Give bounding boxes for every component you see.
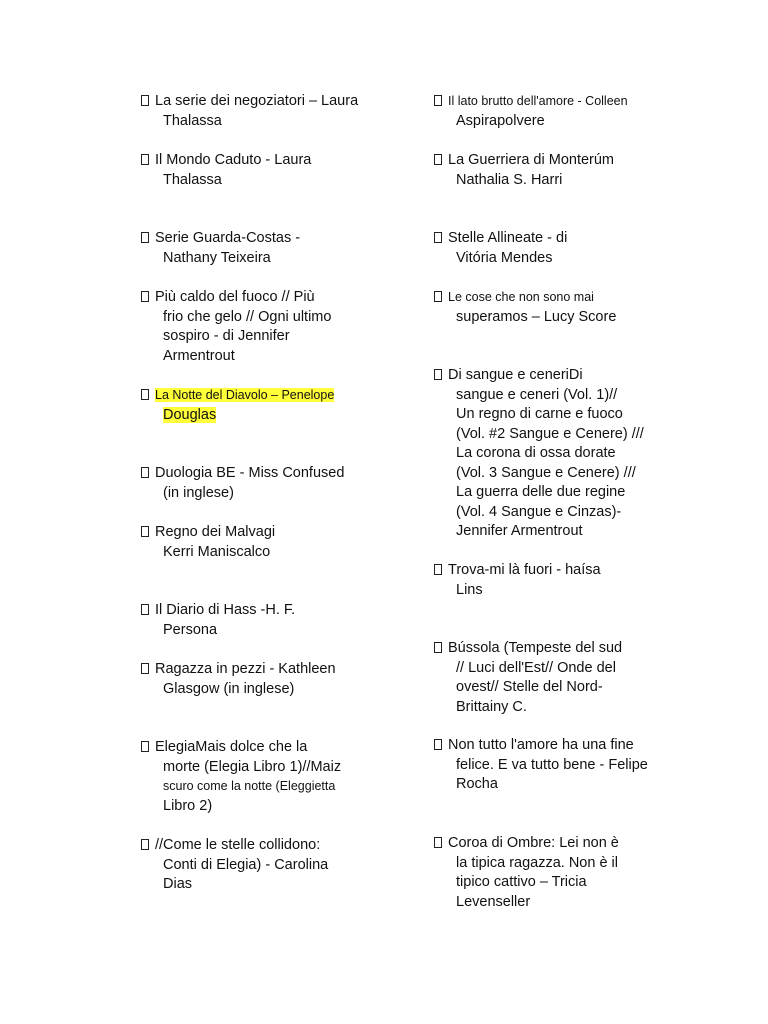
list-item	[434, 736, 648, 795]
list-item	[434, 366, 644, 542]
item-text: morte (Elegia Libro 1)//Maiz	[163, 758, 342, 775]
item-text: Thalassa	[163, 112, 222, 129]
list-item	[434, 288, 616, 327]
list-item	[141, 464, 344, 503]
item-text: Le cose che non sono mai	[448, 290, 594, 304]
item-text: Il lato brutto dell'amore - Colleen	[448, 94, 628, 108]
checkbox-icon	[141, 154, 149, 165]
item-text: Duologia BE - Miss Confused	[155, 465, 345, 481]
item-text: Douglas	[163, 406, 217, 423]
item-text: Rocha	[456, 776, 498, 792]
item-text: Jennifer Armentrout	[456, 523, 583, 539]
list-item	[434, 834, 619, 912]
item-text: Ragazza in pezzi - Kathleen	[155, 661, 336, 677]
item-text: sospiro - di Jennifer	[163, 328, 290, 344]
item-text: scuro come la notte (Eleggietta	[163, 779, 336, 793]
item-text: superamos – Lucy Score	[456, 308, 617, 325]
item-text: ovest// Stelle del Nord-	[456, 679, 603, 695]
checkbox-icon	[141, 467, 149, 478]
item-text: Serie Guarda-Costas -	[155, 230, 301, 246]
item-text: //Come le stelle collidono:	[155, 837, 321, 853]
list-item	[141, 523, 275, 562]
item-text: Nathalia S. Harri	[456, 171, 563, 188]
list-item	[141, 288, 331, 366]
item-text: La corona di ossa dorate	[456, 445, 616, 461]
list-item	[141, 836, 328, 895]
list-item	[141, 660, 336, 699]
list-item	[141, 229, 300, 268]
checkbox-icon	[141, 95, 149, 106]
item-text: Aspirapolvere	[456, 112, 545, 129]
list-item	[434, 92, 628, 131]
item-text: la tipica ragazza. Non è il	[456, 854, 618, 871]
item-text: Persona	[163, 621, 218, 638]
checkbox-icon	[141, 604, 149, 615]
item-text: Stelle Allineate - di	[448, 230, 568, 246]
item-text: La Guerriera di Monterúm	[448, 152, 615, 168]
item-text: ElegiaMais dolce che la	[155, 739, 308, 755]
item-text: // Luci dell'Est// Onde del	[456, 659, 616, 676]
list-item	[141, 738, 341, 816]
checkbox-icon	[434, 369, 442, 380]
item-text: Regno dei Malvagi	[155, 524, 276, 540]
checkbox-icon	[141, 232, 149, 243]
item-text: Thalassa	[163, 171, 222, 188]
list-item	[141, 151, 311, 190]
checkbox-icon	[141, 839, 149, 850]
item-text: (Vol. 4 Sangue e Cinzas)-	[456, 503, 622, 520]
item-text: Glasgow (in inglese)	[163, 680, 295, 697]
item-text: La guerra delle due regine	[456, 484, 626, 500]
checkbox-icon	[141, 291, 149, 302]
item-text: (Vol. 3 Sangue e Cenere) ///	[456, 464, 636, 481]
list-item	[141, 601, 295, 640]
checkbox-icon	[434, 291, 442, 302]
checkbox-icon	[434, 95, 442, 106]
item-text: (Vol. #2 Sangue e Cenere) ///	[456, 425, 644, 442]
item-text: Bússola (Tempeste del sud	[448, 640, 623, 656]
item-text: Non tutto l'amore ha una fine	[448, 737, 634, 753]
checkbox-icon	[434, 642, 442, 653]
checkbox-icon	[141, 741, 149, 752]
item-text: Coroa di Ombre: Lei non è	[448, 835, 619, 851]
item-text: frio che gelo // Ogni ultimo	[163, 308, 332, 325]
item-text: felice. E va tutto bene - Felipe	[456, 756, 648, 773]
item-text: Conti di Elegia) - Carolina	[163, 856, 329, 873]
item-text: Il Mondo Caduto - Laura	[155, 152, 312, 168]
list-item	[434, 151, 614, 190]
item-text: sangue e ceneri (Vol. 1)//	[456, 386, 618, 403]
item-text: Nathany Teixeira	[163, 249, 271, 266]
list-item	[141, 92, 358, 131]
item-text: Trova-mi là fuori - haísa	[448, 562, 601, 578]
item-text: Levenseller	[456, 893, 531, 910]
item-text: tipico cattivo – Tricia	[456, 874, 587, 890]
item-text: Vitória Mendes	[456, 249, 553, 266]
item-text: Il Diario di Hass -H. F.	[155, 602, 296, 618]
checkbox-icon	[434, 154, 442, 165]
list-item	[434, 229, 567, 268]
list-item	[434, 561, 601, 600]
item-text: Libro 2)	[163, 797, 213, 814]
item-text: Brittainy C.	[456, 698, 527, 715]
list-item-highlighted	[141, 386, 334, 425]
checkbox-icon	[141, 526, 149, 537]
checkbox-icon	[434, 739, 442, 750]
item-text: Lins	[456, 581, 483, 598]
checkbox-icon	[434, 564, 442, 575]
item-text: Armentrout	[163, 347, 235, 364]
item-text: La Notte del Diavolo – Penelope	[155, 388, 335, 402]
checkbox-icon	[434, 837, 442, 848]
item-text: Un regno di carne e fuoco	[456, 406, 623, 422]
item-text: Più caldo del fuoco // Più	[155, 289, 315, 305]
list-item	[434, 639, 622, 717]
item-text: Di sangue e ceneriDi	[448, 367, 583, 383]
item-text: La serie dei negoziatori – Laura	[155, 93, 359, 109]
item-text: (in inglese)	[163, 484, 234, 501]
checkbox-icon	[434, 232, 442, 243]
item-text: Dias	[163, 876, 193, 892]
checkbox-icon	[141, 389, 149, 400]
checkbox-icon	[141, 663, 149, 674]
item-text: Kerri Maniscalco	[163, 543, 271, 560]
